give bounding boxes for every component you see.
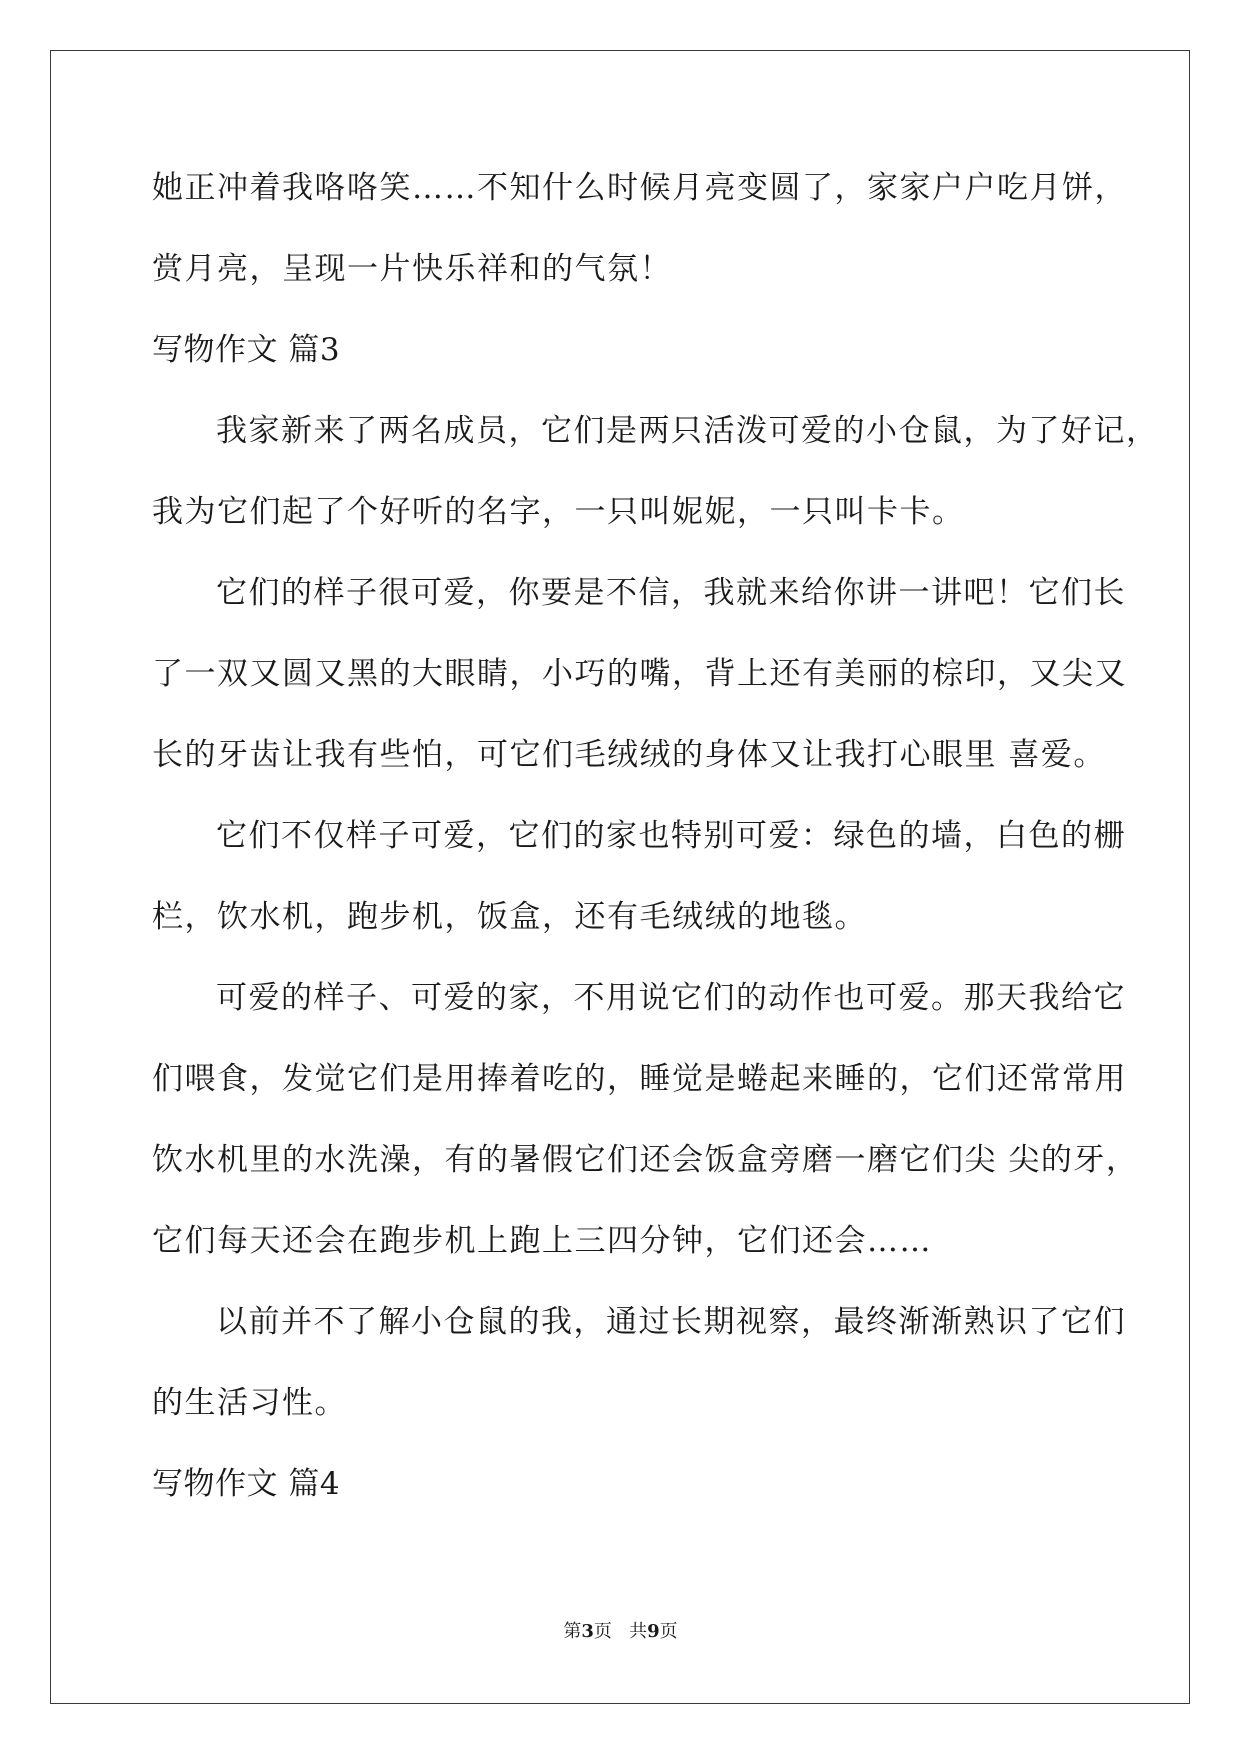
page-number: 3: [581, 1621, 594, 1642]
page-unit: 页: [593, 1621, 612, 1642]
page-prefix: 第: [563, 1621, 582, 1642]
paragraph-line: 可爱的样子、可爱的家，不用说它们的动作也可爱。那天我给它: [216, 980, 1126, 1016]
paragraph-line: 栏，饮水机，跑步机，饭盒，还有毛绒绒的地毯。: [152, 899, 867, 935]
paragraph-line: 她正冲着我咯咯笑……不知什么时候月亮变圆了，家家户户吃月饼，: [152, 170, 1127, 206]
page-footer: [0, 1617, 1241, 1643]
section-heading: 写物作文 篇4: [152, 1466, 341, 1502]
paragraph-line: 们喂食，发觉它们是用捧着吃的，睡觉是蜷起来睡的，它们还常常用: [152, 1061, 1127, 1097]
section-heading: 写物作文 篇3: [152, 332, 341, 368]
paragraph-line: 我家新来了两名成员，它们是两只活泼可爱的小仓鼠，为了好记，: [216, 413, 1159, 449]
paragraph-line: 赏月亮，呈现一片快乐祥和的气氛！: [152, 251, 672, 287]
paragraph-line: 它们每天还会在跑步机上跑上三四分钟，它们还会……: [152, 1223, 932, 1259]
paragraph-line: 了一双又圆又黑的大眼睛，小巧的嘴，背上还有美丽的棕印，又尖又: [152, 656, 1127, 692]
document-body: [152, 148, 1159, 1525]
paragraph-line: 饮水机里的水洗澡，有的暑假它们还会饭盒旁磨一磨它们尖 尖的牙，: [152, 1142, 1139, 1178]
total-prefix: 共: [629, 1621, 648, 1642]
page-total: 9: [647, 1621, 660, 1642]
total-unit: 页: [659, 1621, 678, 1642]
paragraph-line: 以前并不了解小仓鼠的我，通过长期视察，最终渐渐熟识了它们: [216, 1304, 1126, 1340]
paragraph-line: 我为它们起了个好听的名字，一只叫妮妮，一只叫卡卡。: [152, 494, 965, 530]
paragraph-line: 它们不仅样子可爱，它们的家也特别可爱：绿色的墙，白色的栅: [216, 818, 1126, 854]
paragraph-line: 长的牙齿让我有些怕，可它们毛绒绒的身体又让我打心眼里 喜爱。: [152, 737, 1106, 773]
paragraph-line: 的生活习性。: [152, 1385, 347, 1421]
paragraph-line: 它们的样子很可爱，你要是不信，我就来给你讲一讲吧！它们长: [216, 575, 1126, 611]
